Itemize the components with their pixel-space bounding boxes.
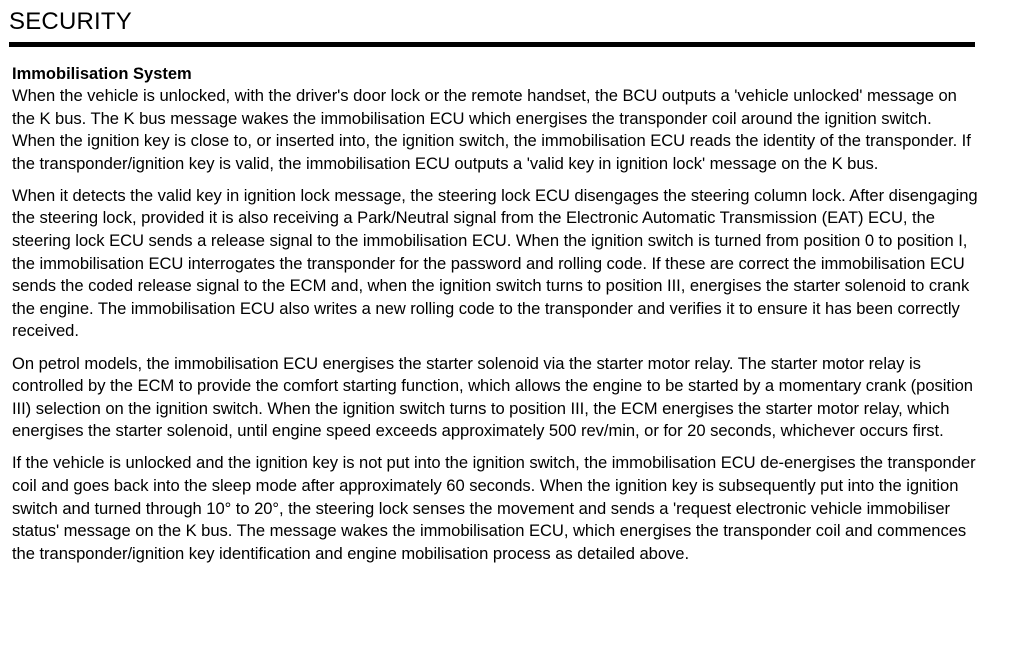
paragraph-unlock-sequence: When the vehicle is unlocked, with the driver's door lock or the remote handset, the BCU outputs a 'vehicle unlocked' message on the K bus. The K bus message wakes the immobilisation ECU which energises the transponder coil around the ignition switch. When the ignition key is close to, or inserted into, the ignition switch, the immobilisation ECU reads the identity of the transponder. If the transponder/ignition key is valid, the immobilisation ECU outputs a 'valid key in ignition lock' message on the K bus. bbox=[12, 86, 971, 173]
paragraph-steering-lock-release: When it detects the valid key in ignition lock message, the steering lock ECU disengages the steering column lock. After disengaging the steering lock, provided it is also receiving a Park/Neutral signal from the Electronic Automatic Transmission (EAT) ECU, the steering lock ECU sends a release signal to the immobilisation ECU. When the ignition switch is turned from position 0 to position I, the immobilisation ECU interrogates the transponder for the password and rolling code. If these are correct the immobilisation ECU sends the coded release signal to the ECM and, when the ignition switch turns to position III, energises the starter solenoid to crank the engine. The immobilisation ECU also writes a new rolling code to the transponder and verifies it to ensure it has been correctly received. bbox=[12, 185, 978, 341]
page-header bbox=[9, 7, 975, 47]
section-heading: Immobilisation System bbox=[12, 65, 192, 83]
paragraph-petrol-starter-relay: On petrol models, the immobilisation ECU energises the starter solenoid via the starter motor relay. The starter motor relay is controlled by the ECM to provide the comfort starting function, which allows the engine to be started by a momentary crank (position III) selection on the ignition switch. When the ignition switch turns to position III, the ECM energises the starter motor relay, which energises the starter solenoid, until engine speed exceeds approximately 500 rev/min, or for 20 seconds, whichever occurs first. bbox=[12, 353, 973, 441]
paragraph-sleep-mode: If the vehicle is unlocked and the ignition key is not put into the ignition switch, the immobilisation ECU de-energises the transponder coil and goes back into the sleep mode after approximately 60 seconds. When the ignition key is subsequently put into the ignition switch and turned through 10° to 20°, the steering lock senses the movement and sends a 'request electronic vehicle immobiliser status' message on the K bus. The message wakes the immobilisation ECU, which energises the transponder coil and commences the transponder/ignition key identification and engine mobilisation process as detailed above. bbox=[12, 453, 976, 563]
page-title: SECURITY bbox=[9, 8, 132, 35]
title-divider bbox=[9, 42, 975, 47]
document-body bbox=[12, 63, 978, 575]
